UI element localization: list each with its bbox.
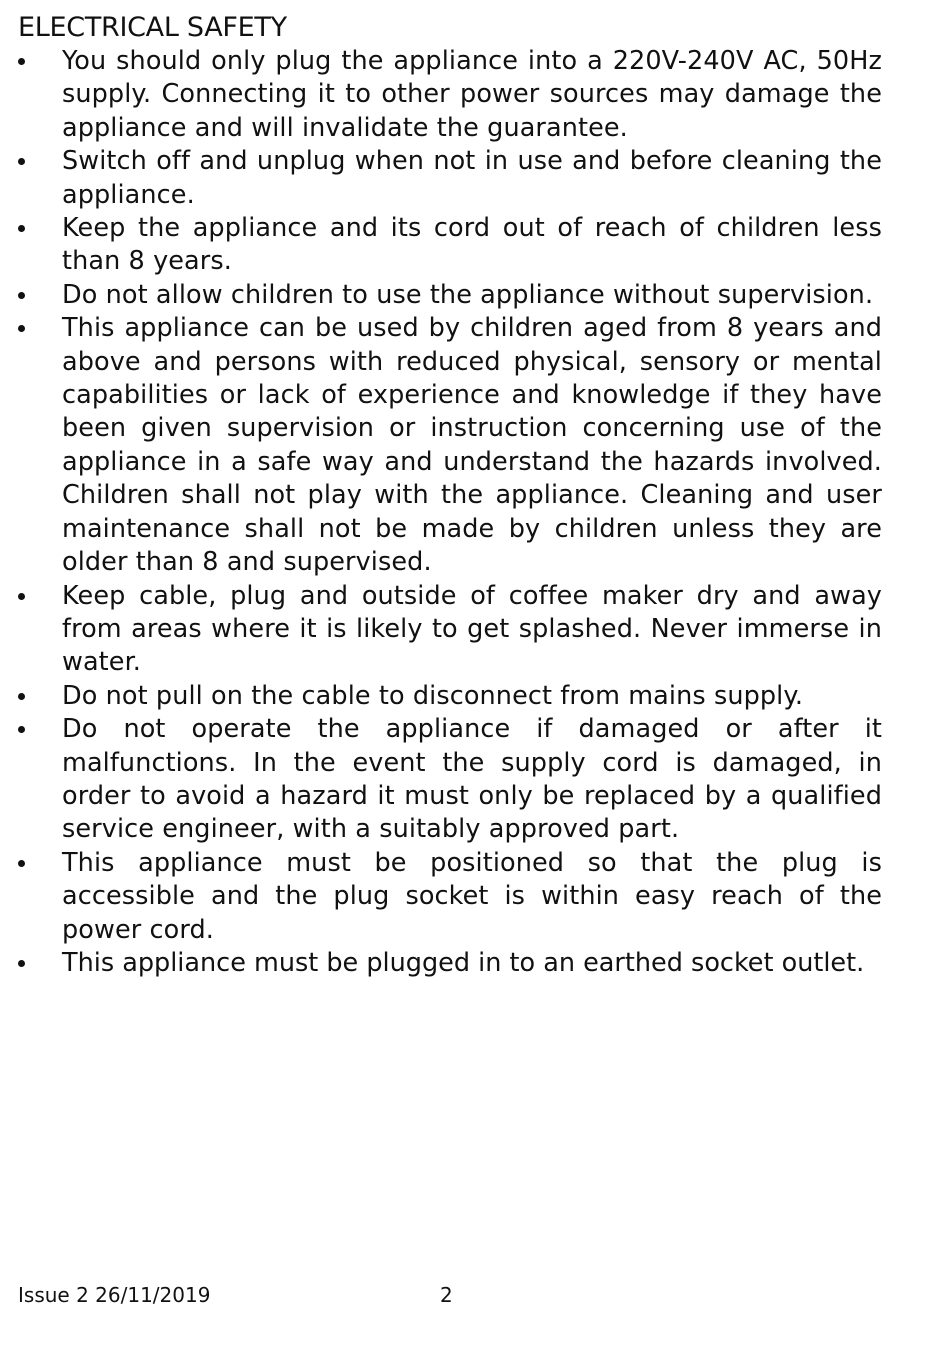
bullet-icon: [18, 693, 25, 700]
list-item-text: This appliance can be used by children aged from 8 years and above and persons with reduced physical, sensory or mental capabilities or lack of experience and knowledge if they have been given supervision or instruction concerning use of the appliance in a safe way and understand the hazards involved. Children shall not play with the appliance. Cleaning and user maintenance shall not be made by children unless they are older than 8 and supervised.: [62, 313, 882, 578]
bullet-icon: [18, 593, 25, 600]
list-item-text: Switch off and unplug when not in use and before cleaning the appliance.: [62, 146, 882, 210]
list-item-text: This appliance must be positioned so that the plug is accessible and the plug socket is within easy reach of the power cord.: [62, 847, 882, 945]
bullet-icon: [18, 325, 25, 332]
issue-date: Issue 2 26/11/2019: [18, 1283, 211, 1307]
list-item-text: You should only plug the appliance into a 220V-240V AC, 50Hz supply. Connecting it to other power sources may damage the appliance and will invalidate the guarantee.: [62, 46, 882, 143]
list-item-text: Do not operate the appliance if damaged or after it malfunctions. In the event the supply cord is damaged, in order to avoid a hazard it must only be replaced by a qualified service engineer, with a suitably approved part.: [62, 714, 882, 845]
list-item-text: Do not allow children to use the appliance without supervision.: [62, 279, 874, 310]
list-item: [18, 212, 882, 279]
bullet-icon: [18, 58, 25, 65]
bullet-icon: [18, 292, 25, 299]
bullet-icon: [18, 726, 25, 733]
list-item: [18, 680, 882, 713]
list-item-text: This appliance must be plugged in to an earthed socket outlet.: [62, 947, 865, 978]
list-item: [18, 947, 882, 980]
list-item-text: Keep the appliance and its cord out of reach of children less than 8 years.: [62, 213, 882, 277]
page-number: 2: [440, 1283, 453, 1307]
list-item-text: Keep cable, plug and outside of coffee maker dry and away from areas where it is likely to get splashed. Never immerse in water.: [62, 580, 882, 678]
safety-bullet-list: [18, 45, 882, 980]
list-item: [18, 580, 882, 680]
bullet-icon: [18, 860, 25, 867]
section-heading: ELECTRICAL SAFETY: [18, 12, 287, 43]
list-item: [18, 713, 882, 847]
bullet-icon: [18, 960, 25, 967]
list-item: [18, 847, 882, 947]
list-item: [18, 45, 882, 145]
list-item: [18, 145, 882, 212]
list-item-text: Do not pull on the cable to disconnect from mains supply.: [62, 680, 804, 711]
list-item: [18, 279, 882, 312]
bullet-icon: [18, 225, 25, 232]
list-item: [18, 312, 882, 579]
bullet-icon: [18, 158, 25, 165]
